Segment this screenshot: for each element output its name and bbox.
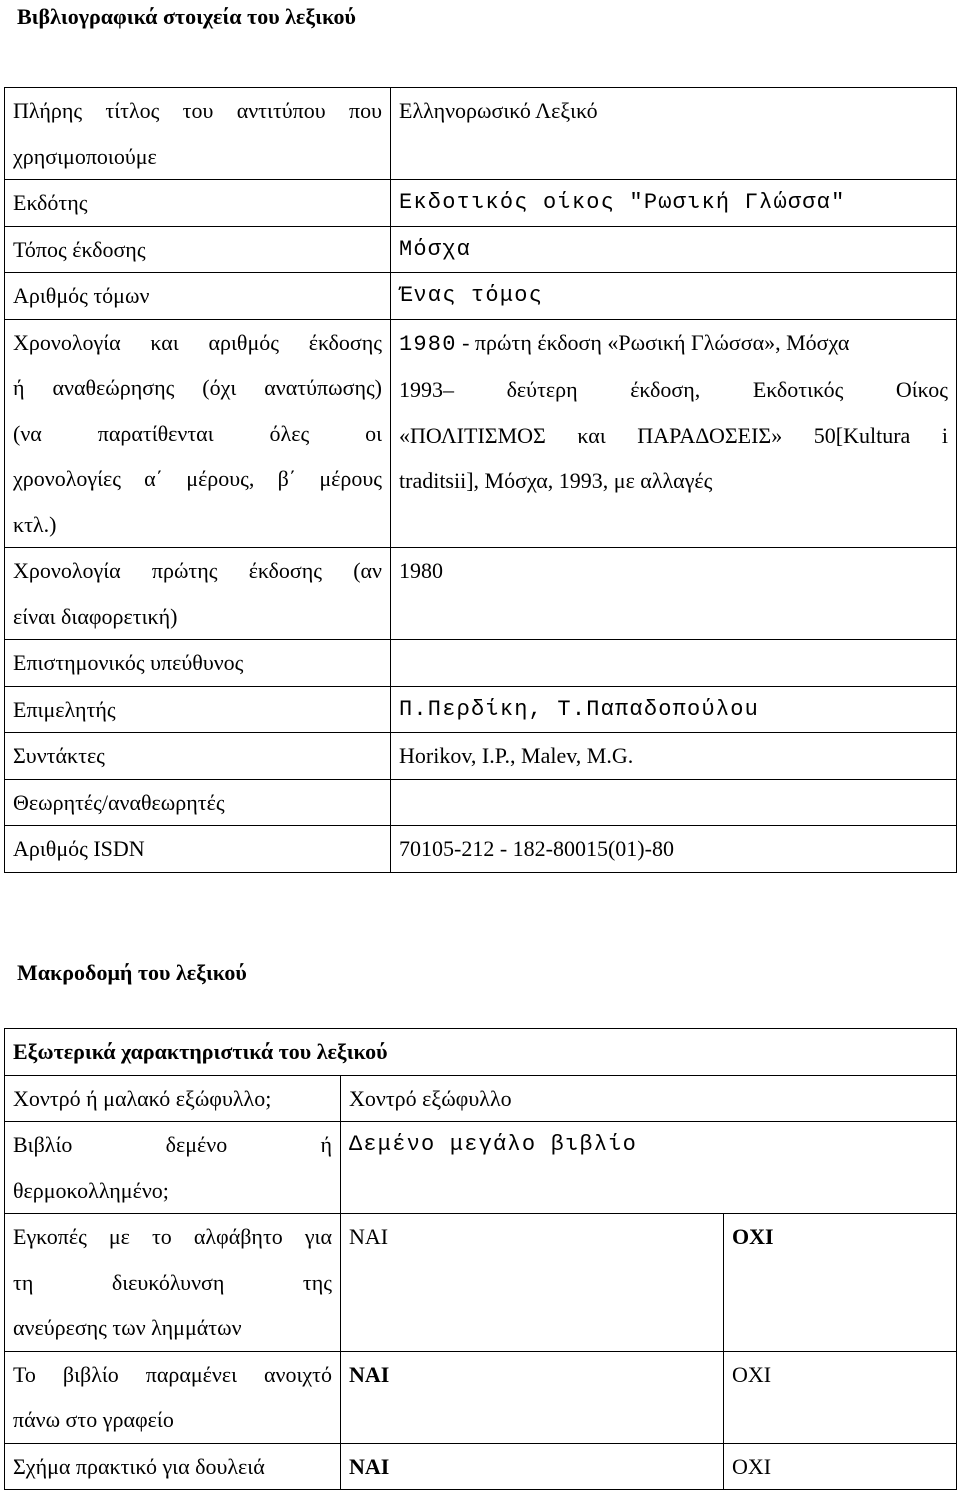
first-edition-value: 1980 bbox=[391, 548, 957, 640]
editions-value: 1980 - πρώτη έκδοση «Ρωσική Γλώσσα», Μόσχα 1993– δεύτερη έκδοση, Εκδοτικός Οίκος «ΠΟΛΙΤΙΣΜΟΣ και ΠΑΡΑΔΟΣΕΙΣ» 50[Kultura i traditsii], Μόσχα, 1993, με αλλαγές bbox=[391, 319, 957, 548]
isdn-value: 70105-212 - 182-80015(01)-80 bbox=[391, 826, 957, 873]
binding-label: Βιβλίο δεμένο ή θερμοκολλημένο; bbox=[5, 1122, 341, 1214]
table-header: Εξωτερικά χαρακτηριστικά του λεξικού bbox=[5, 1029, 957, 1076]
volumes-label: Αριθμός τόμων bbox=[5, 273, 391, 320]
table-row bbox=[5, 226, 957, 273]
table-row bbox=[5, 1214, 957, 1352]
volumes-value: Ένας τόμος bbox=[391, 273, 957, 320]
publisher-value: Εκδοτικός οίκος "Ρωσική Γλώσσα" bbox=[391, 180, 957, 227]
table-row bbox=[5, 733, 957, 780]
stays-open-label: Το βιβλίο παραμένει ανοιχτό πάνω στο γραφείο bbox=[5, 1351, 341, 1443]
table-row bbox=[5, 548, 957, 640]
section-heading-macrostructure: Μακροδομή του λεξικού bbox=[17, 960, 247, 985]
first-edition-label: Χρονολογία πρώτης έκδοσης (αν είναι διαφορετική) bbox=[5, 548, 391, 640]
reviewers-value bbox=[391, 779, 957, 826]
stays-open-no: ΟΧΙ bbox=[724, 1351, 957, 1443]
thumb-index-label: Εγκοπές με το αλφάβητο για τη διευκόλυνση της ανεύρεσης των λημμάτων bbox=[5, 1214, 341, 1352]
edition-year: 1980 bbox=[399, 331, 457, 357]
practical-shape-label: Σχήμα πρακτικό για δουλειά bbox=[5, 1443, 341, 1490]
authors-label: Συντάκτες bbox=[5, 733, 391, 780]
editions-label: Χρονολογία και αριθμός έκδοσης ή αναθεώρησης (όχι ανατύπωσης) (να παρατίθενται όλες οι χρονολογίες α΄ μέρους, β΄ μέρους κτλ.) bbox=[5, 319, 391, 548]
table-row bbox=[5, 1122, 957, 1214]
table-row bbox=[5, 640, 957, 687]
title-value: Ελληνορωσικό Λεξικό bbox=[391, 88, 957, 180]
scientific-value bbox=[391, 640, 957, 687]
table-row bbox=[5, 1443, 957, 1490]
isdn-label: Αριθμός ISDN bbox=[5, 826, 391, 873]
table-row bbox=[5, 273, 957, 320]
table-row bbox=[5, 180, 957, 227]
table-row bbox=[5, 1351, 957, 1443]
table-row bbox=[5, 826, 957, 873]
reviewers-label: Θεωρητές/αναθεωρητές bbox=[5, 779, 391, 826]
practical-shape-yes: ΝΑΙ bbox=[341, 1443, 724, 1490]
place-label: Τόπος έκδοσης bbox=[5, 226, 391, 273]
scientific-label: Επιστημονικός υπεύθυνος bbox=[5, 640, 391, 687]
publisher-label: Εκδότης bbox=[5, 180, 391, 227]
table-row bbox=[5, 88, 957, 180]
authors-value: Horikov, I.P., Malev, M.G. bbox=[391, 733, 957, 780]
table-row bbox=[5, 779, 957, 826]
cover-label: Χοντρό ή μαλακό εξώφυλλο; bbox=[5, 1075, 341, 1122]
table-row bbox=[5, 686, 957, 733]
table-header-row bbox=[5, 1029, 957, 1076]
table-row bbox=[5, 1075, 957, 1122]
section-heading-bibliographic: Βιβλιογραφικά στοιχεία του λεξικού bbox=[17, 4, 356, 29]
cover-value: Χοντρό εξώφυλλο bbox=[341, 1075, 957, 1122]
thumb-index-no: ΟΧΙ bbox=[724, 1214, 957, 1352]
stays-open-yes: ΝΑΙ bbox=[341, 1351, 724, 1443]
place-value: Μόσχα bbox=[391, 226, 957, 273]
thumb-index-yes: ΝΑΙ bbox=[341, 1214, 724, 1352]
title-label: Πλήρης τίτλος του αντιτύπου που χρησιμοποιούμε bbox=[5, 88, 391, 180]
external-features-table bbox=[4, 1028, 957, 1490]
binding-value: Δεμένο μεγάλο βιβλίο bbox=[341, 1122, 957, 1214]
editor-label: Επιμελητής bbox=[5, 686, 391, 733]
practical-shape-no: ΟΧΙ bbox=[724, 1443, 957, 1490]
table-row bbox=[5, 319, 957, 548]
editor-value: Π.Περδίκη, Τ.Παπαδοπούλοu bbox=[391, 686, 957, 733]
bibliographic-table bbox=[4, 87, 957, 873]
